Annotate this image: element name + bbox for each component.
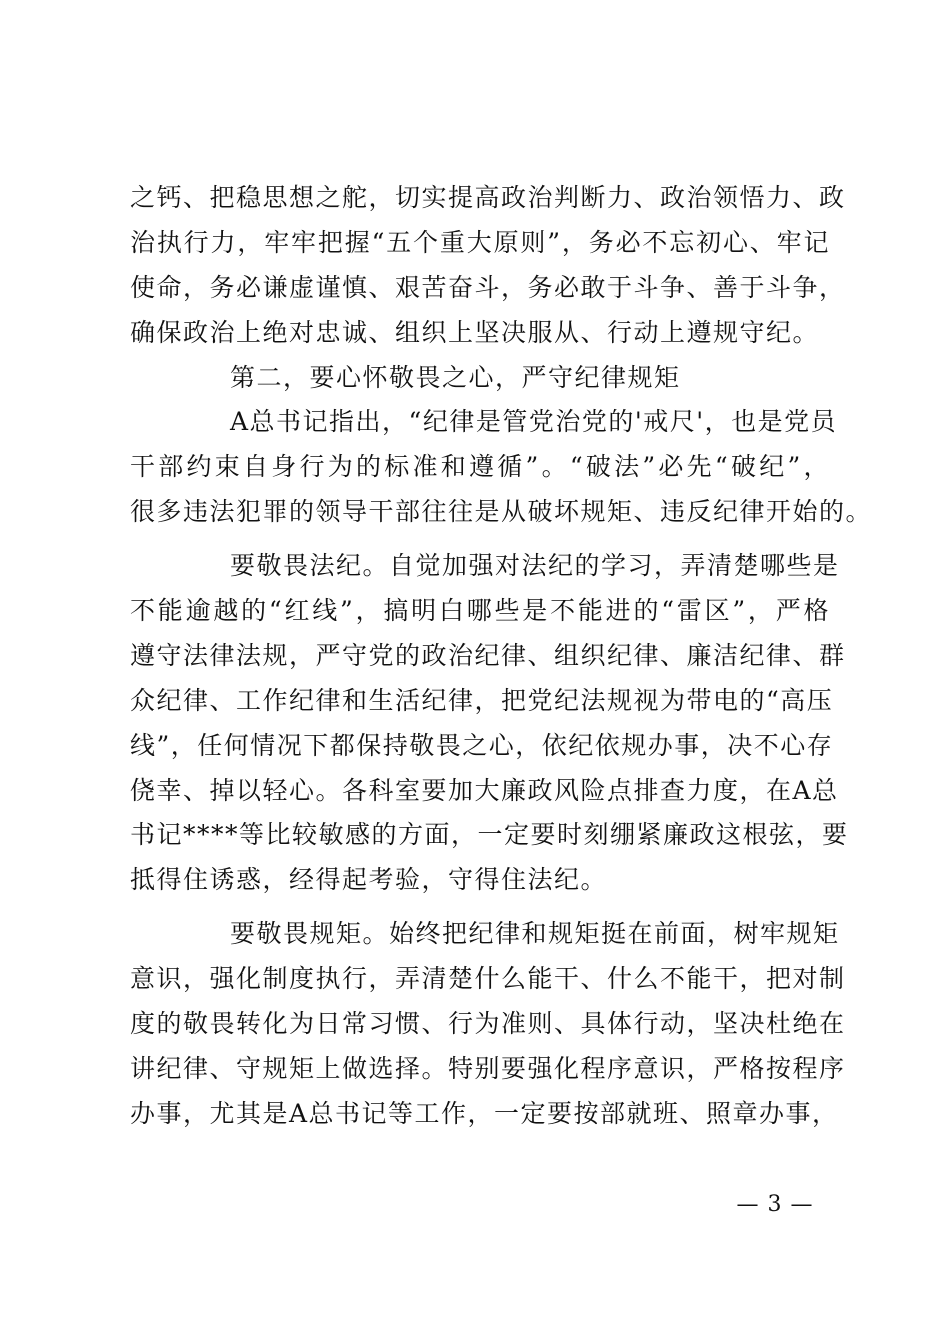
text-line: 度的敬畏转化为日常习惯、行为准则、具体行动，坚决杜绝在 <box>130 1009 846 1039</box>
section-heading <box>130 356 830 401</box>
text-line: 意识，强化制度执行，弄清楚什么能干、什么不能干，把对制 <box>130 964 846 994</box>
text-line: 遵守法律法规，严守党的政治纪律、组织纪律、廉洁纪律、群 <box>130 640 846 670</box>
text-line: 侥幸、掉以轻心。各科室要加大廉政风险点排查力度，在A总 <box>130 775 839 805</box>
text-line: 使命，务必谦虚谨慎、艰苦奋斗，务必敢于斗争、善于斗争， <box>130 272 846 302</box>
paragraph-1 <box>130 176 846 356</box>
body-text <box>130 176 873 1137</box>
paragraph-3 <box>130 544 849 903</box>
text-line: 很多违法犯罪的领导干部往往是从破坏规矩、违反纪律开始的。 <box>130 497 873 527</box>
heading-text: 第二，要心怀敬畏之心，严守纪律规矩 <box>230 362 681 392</box>
text-line: 线”，任何情况下都保持敬畏之心，依纪依规办事，决不心存 <box>130 730 834 760</box>
text-line: 治执行力，牢牢把握“五个重大原则”，务必不忘初心、牢记 <box>130 227 830 257</box>
paragraph-4 <box>130 912 846 1136</box>
text-line: 抵得住诱惑，经得起考验，守得住法纪。 <box>130 865 608 895</box>
text-line: 要敬畏规矩。始终把纪律和规矩挺在前面，树牢规矩 <box>230 919 840 949</box>
page-number: — 3 — <box>736 1192 814 1217</box>
paragraph-gap <box>130 535 830 544</box>
text-line: 之钙、把稳思想之舵，切实提高政治判断力、政治领悟力、政 <box>130 183 846 212</box>
text-line: 不能逾越的“红线”，搞明白哪些是不能进的“雷区”，严格 <box>130 596 830 626</box>
paragraph-gap <box>130 903 830 912</box>
text-line: 讲纪律、守规矩上做选择。特别要强化程序意识，严格按程序 <box>130 1053 846 1083</box>
text-line: 众纪律、工作纪律和生活纪律，把党纪法规视为带电的“高压 <box>130 685 834 715</box>
text-line: 确保政治上绝对忠诚、组织上坚决服从、行动上遵规守纪。 <box>130 317 820 347</box>
text-line: 要敬畏法纪。自觉加强对法纪的学习，弄清楚哪些是 <box>230 551 840 581</box>
text-line: 书记****等比较敏感的方面，一定要时刻绷紧廉政这根弦，要 <box>130 820 849 850</box>
text-line: 办事，尤其是A总书记等工作，一定要按部就班、照章办事， <box>130 1098 839 1128</box>
paragraph-2 <box>130 400 873 535</box>
text-line: A总书记指出，“纪律是管党治党的'戒尺'，也是党员 <box>230 407 838 437</box>
text-line: 干部约束自身行为的标准和遵循”。“破法”必先“破纪”， <box>130 452 830 482</box>
